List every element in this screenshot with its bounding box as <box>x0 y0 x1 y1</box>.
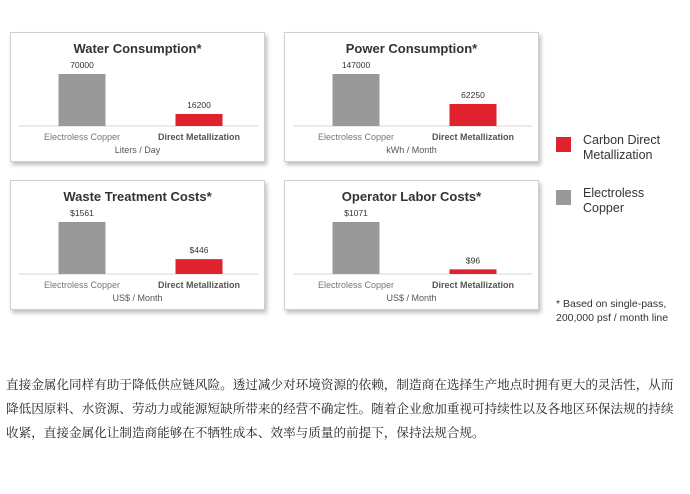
chart-title: Water Consumption* <box>73 41 202 56</box>
chart-title: Power Consumption* <box>345 41 478 56</box>
bar-direct-metallization <box>176 114 223 126</box>
unit-label: Liters / Day <box>114 145 161 155</box>
unit-label: kWh / Month <box>386 145 437 155</box>
bar-direct-metallization <box>176 259 223 274</box>
legend-item-electroless-copper <box>556 186 688 216</box>
category-label: Electroless Copper <box>317 280 395 290</box>
category-label: Electroless Copper <box>317 132 395 142</box>
chart-panel-waste-treatment-costs <box>10 180 265 310</box>
legend-label: Electroless Copper <box>583 186 645 215</box>
chart-title: Operator Labor Costs* <box>341 189 482 204</box>
bar-chart-water-consumption <box>11 33 266 163</box>
bar-value-label: $1561 <box>70 208 94 218</box>
legend-swatch-gray <box>556 190 571 205</box>
chart-panel-power-consumption <box>284 32 539 162</box>
legend-swatch-red <box>556 137 571 152</box>
bar-chart-operator-labor-costs <box>285 181 540 311</box>
bar-value-label: 16200 <box>187 99 211 110</box>
category-label: Electroless Copper <box>43 132 121 142</box>
bar-electroless-copper <box>59 222 106 274</box>
chart-panel-water-consumption <box>10 32 265 162</box>
bar-value-label: 62250 <box>461 89 485 100</box>
bar-direct-metallization <box>450 104 497 126</box>
body-paragraph: 直接金属化同样有助于降低供应链风险。透过减少对环境资源的依赖，制造商在选择生产地点时拥有更大的灵活性，从而降低因原料、水资源、劳动力或能源短缺所带来的经营不确定性。随着企业愈加重视可持续性以及各地区环保法规的持续收紧，直接金属化让制造商能够在不牺牲成本、效率与质量的前提下，保持法规合规。 <box>6 377 674 440</box>
bar-electroless-copper <box>333 222 380 274</box>
bar-value-label: $1071 <box>344 208 368 218</box>
bar-chart-waste-treatment-costs <box>11 181 266 311</box>
bar-electroless-copper <box>333 74 380 126</box>
legend-label: Carbon Direct Metallization <box>583 133 661 162</box>
bar-value-label: 147000 <box>341 60 371 70</box>
unit-label: US$ / Month <box>386 293 437 303</box>
legend-item-carbon-direct-metallization <box>556 133 688 163</box>
category-label: Direct Metallization <box>157 280 241 290</box>
category-label: Electroless Copper <box>43 280 121 290</box>
category-label: Direct Metallization <box>157 132 241 142</box>
bar-electroless-copper <box>59 74 106 126</box>
chart-title: Waste Treatment Costs* <box>63 189 212 204</box>
bar-chart-power-consumption <box>285 33 540 163</box>
category-label: Direct Metallization <box>431 132 515 142</box>
footnote: * Based on single-pass, 200,000 psf / month line <box>556 298 669 324</box>
chart-panel-operator-labor-costs <box>284 180 539 310</box>
bar-direct-metallization <box>450 269 497 274</box>
bar-value-label: $96 <box>465 255 481 266</box>
bar-value-label: $446 <box>189 245 209 256</box>
unit-label: US$ / Month <box>112 293 163 303</box>
category-label: Direct Metallization <box>431 280 515 290</box>
bar-value-label: 70000 <box>70 60 94 70</box>
